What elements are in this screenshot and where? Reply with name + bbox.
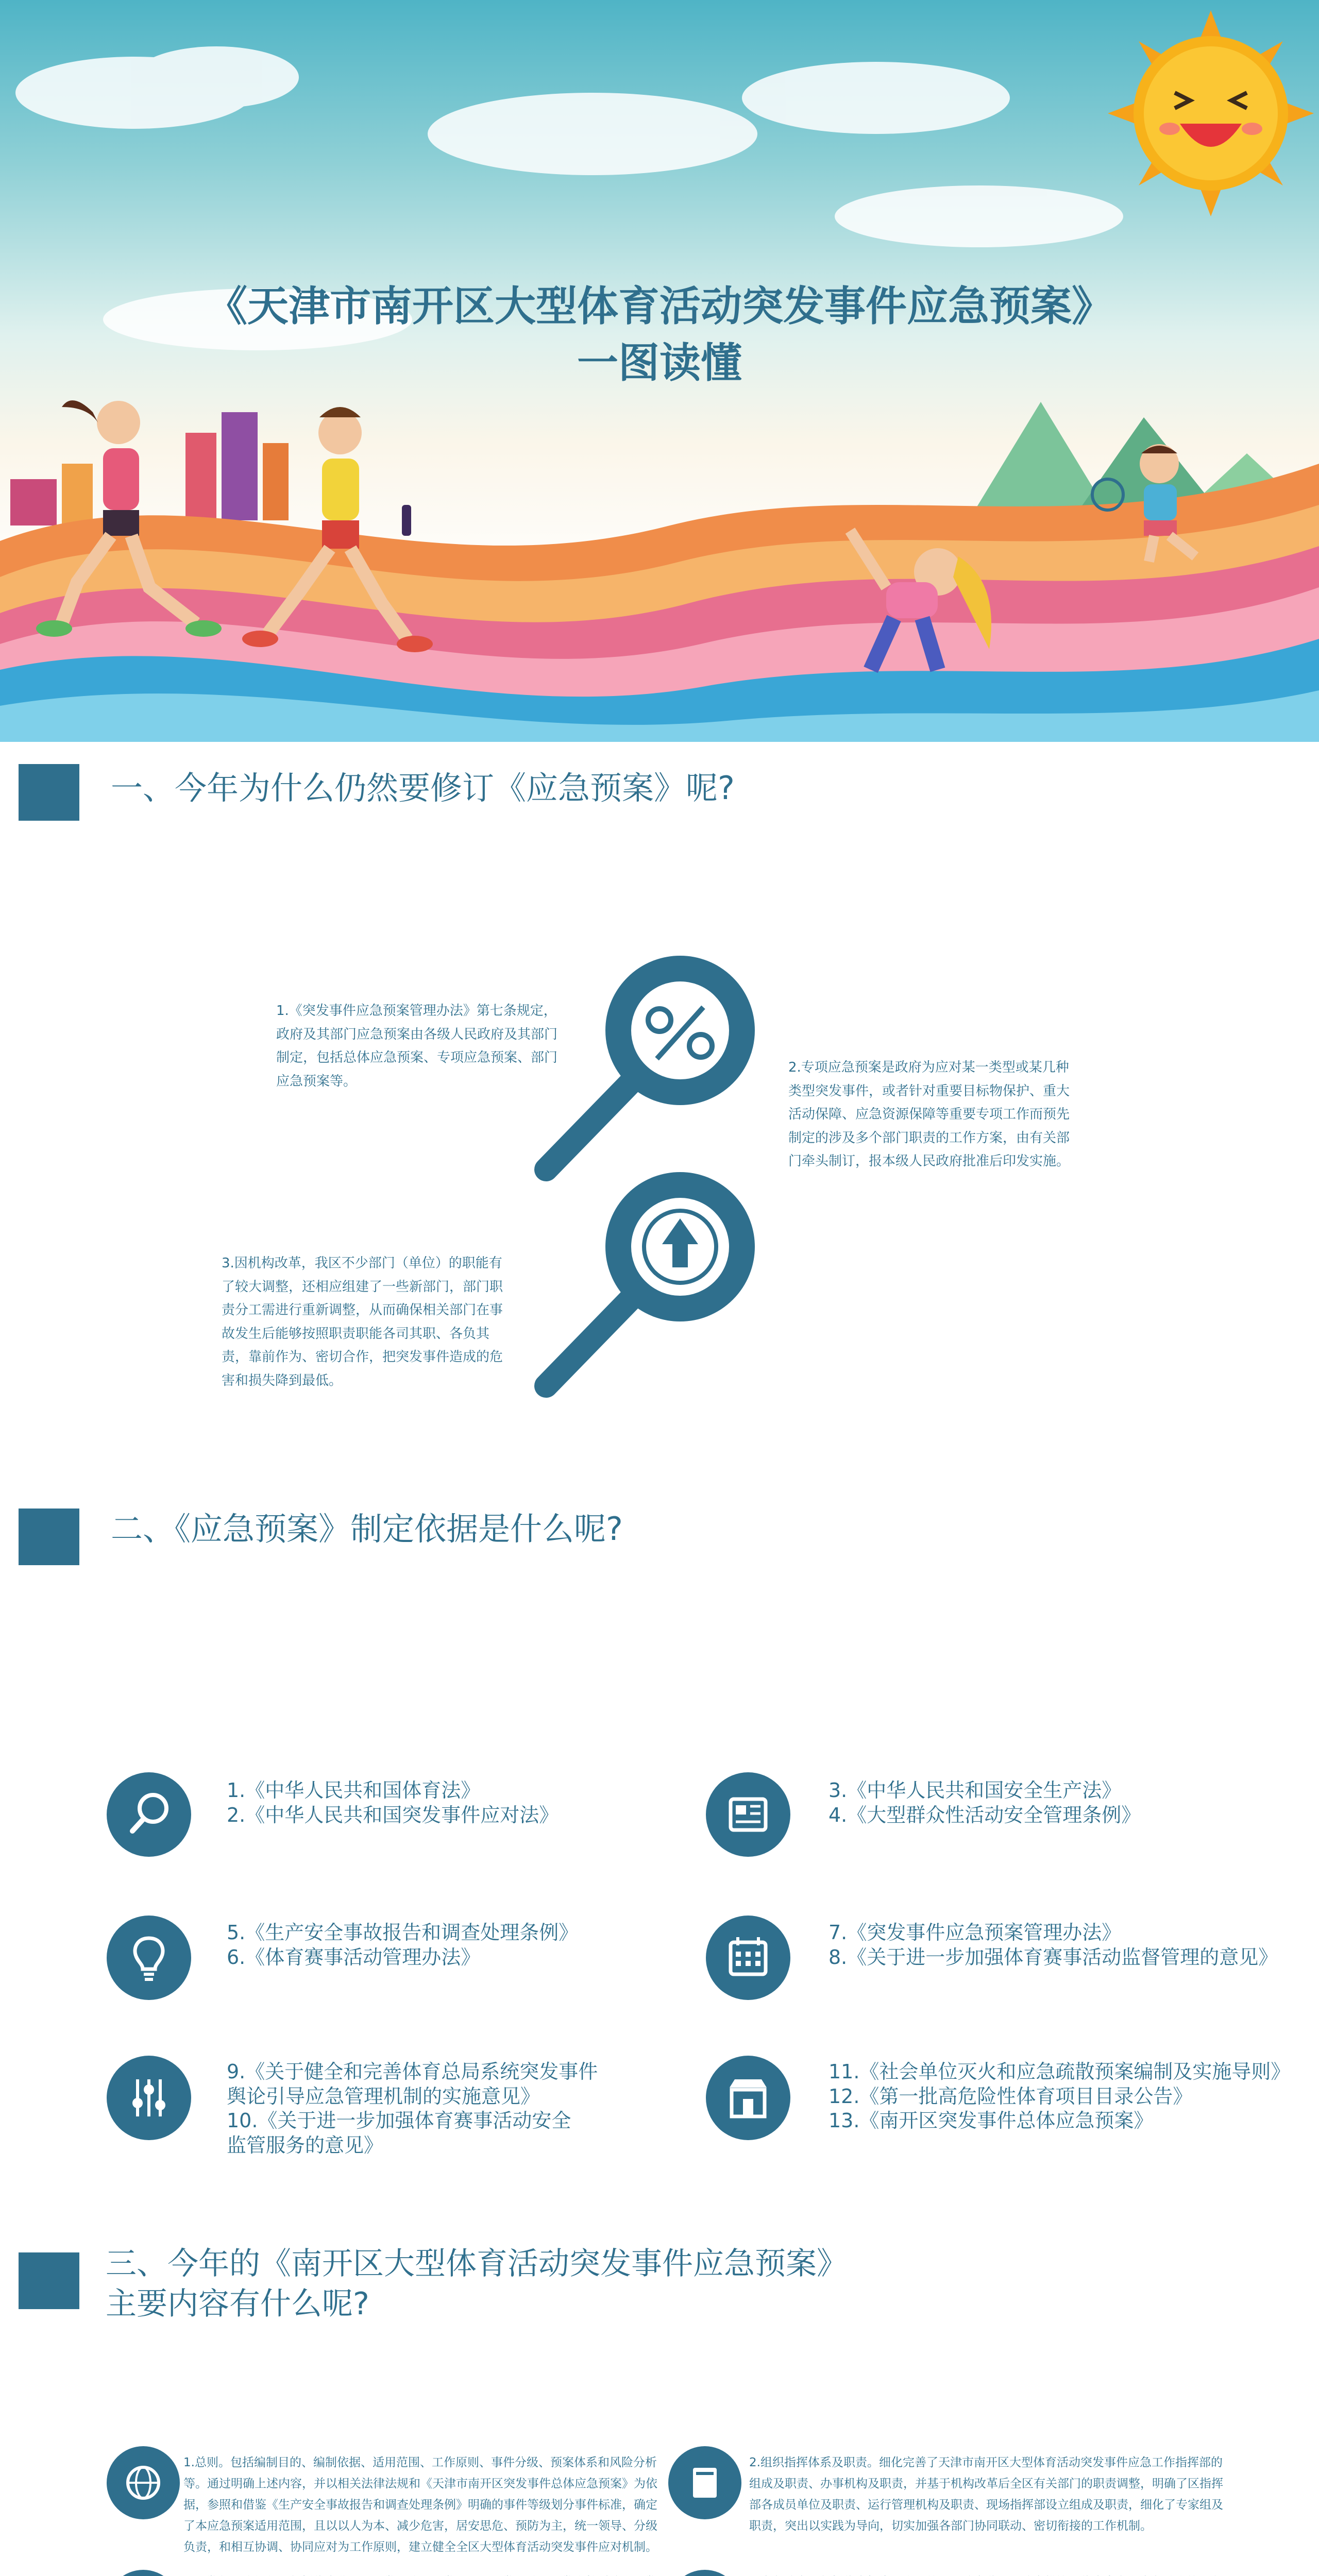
magnifier-icon xyxy=(510,953,778,1417)
law-line: 5.《生产安全事故报告和调查处理条例》 xyxy=(227,1921,579,1944)
globe-icon xyxy=(107,2446,180,2519)
law-line: 12.《第一批高危险性体育项目目录公告》 xyxy=(828,2084,1193,2108)
law-group-4 xyxy=(828,1921,1278,1970)
law-line: 4.《大型群众性活动安全管理条例》 xyxy=(828,1803,1141,1826)
search-icon xyxy=(107,1772,191,1857)
section3-title-line2: 主要内容有什么呢? xyxy=(106,2286,369,2322)
newspaper-icon xyxy=(706,1772,790,1857)
brush-icon xyxy=(107,2570,180,2576)
law-group-3 xyxy=(227,1921,578,1970)
section1-para1: 1.《突发事件应急预案管理办法》第七条规定，政府及其部门应急预案由各级人民政府及其部门制定，包括总体应急预案、专项应急预案、部门应急预案等。 xyxy=(276,1003,558,1089)
calendar-icon xyxy=(706,1916,790,2000)
law-line: 6.《体育赛事活动管理办法》 xyxy=(227,1945,481,1969)
law-line: 11.《社会单位灭火和应急疏散预案编制及实施导则》 xyxy=(828,2060,1291,2083)
content-item-2: 2.组织指挥体系及职责。细化完善了天津市南开区大型体育活动突发事件应急工作指挥部的组成及职责、办事机构及职责，并基于机构改革后全区有关部门的职责调整，明确了区指挥部各成员单位及职责、运行管理机构及职责、现场指挥部设立组成及职责，细化了专家组及职责，突出以实践为导向，切实加强各部门协同联动、密切衔接的工作机制。 xyxy=(749,2456,1223,2533)
law-group-1 xyxy=(227,1778,559,1827)
content-item-1: 1.总则。包括编制目的、编制依据、适用范围、工作原则、事件分级、预案体系和风险分析等。通过明确上述内容，并以相关法律法规和《天津市南开区突发事件总体应急预案》为依据，参照和借鉴《生产安全事故报告和调查处理条例》明确的事件等级划分事件标准，确定了本应急预案适用范围，且以以人为本、减少危害，居安思危、预防为主，统一领导、分级负责，和相互协调、协同应对为工作原则，建立健全全区大型体育活动突发事件应对机制。 xyxy=(183,2456,657,2554)
section2-marker xyxy=(19,1509,79,1565)
hero-title-line1: 《天津市南开区大型体育活动突发事件应急预案》 xyxy=(206,282,1113,330)
law-line: 3.《中华人民共和国安全生产法》 xyxy=(828,1779,1122,1802)
content-item-3 xyxy=(183,2572,668,2576)
tools-icon xyxy=(668,2570,741,2576)
hero-banner xyxy=(0,0,1319,742)
sun-icon xyxy=(1108,10,1314,216)
law-line: 9.《关于健全和完善体育总局系统突发事件 xyxy=(227,2060,598,2083)
law-group-6 xyxy=(828,2060,1290,2133)
section1-marker xyxy=(19,764,79,821)
law-line: 13.《南开区突发事件总体应急预案》 xyxy=(828,2109,1154,2132)
section1-para2: 2.专项应急预案是政府为应对某一类型或某几种类型突发事件，或者针对重要目标物保护、重大活动保障、应急资源保障等重要专项工作而预先制定的涉及多个部门职责的工作方案，由有关部门牵头制订，报本级人民政府批准后印发实施。 xyxy=(788,1060,1070,1169)
law-line: 7.《突发事件应急预案管理办法》 xyxy=(828,1921,1122,1944)
law-group-2 xyxy=(828,1778,1141,1827)
section3-marker xyxy=(19,2252,79,2309)
law-group-5 xyxy=(227,2060,598,2158)
lightbulb-icon xyxy=(107,1916,191,2000)
law-line: 10.《关于进一步加强体育赛事活动安全 xyxy=(227,2109,571,2132)
law-line: 舆论引导应急管理机制的实施意见》 xyxy=(227,2084,540,2108)
sliders-icon xyxy=(107,2056,191,2140)
shop-icon xyxy=(706,2056,790,2140)
section1-title: 一、今年为什么仍然要修订《应急预案》呢? xyxy=(111,769,735,807)
law-line: 1.《中华人民共和国体育法》 xyxy=(227,1779,481,1802)
book-icon xyxy=(668,2446,741,2519)
law-line: 8.《关于进一步加强体育赛事活动监督管理的意见》 xyxy=(828,1945,1278,1969)
law-line: 监管服务的意见》 xyxy=(227,2133,384,2157)
section3-title-line1: 三、今年的《南开区大型体育活动突发事件应急预案》 xyxy=(106,2246,848,2282)
section1-para3: 3.因机构改革，我区不少部门（单位）的职能有了较大调整，还相应组建了一些新部门，部门职责分工需进行重新调整，从而确保相关部门在事故发生后能够按照职责职能各司其职、各负其责，靠前作为、密切合作，把突发事件造成的危害和损失降到最低。 xyxy=(222,1256,503,1388)
upload-arrow-icon xyxy=(644,1211,716,1283)
hero-title-line2: 一图读懂 xyxy=(577,338,742,387)
section2-title: 二、《应急预案》制定依据是什么呢? xyxy=(111,1510,623,1548)
content-item-4 xyxy=(749,2572,1223,2576)
section3-title xyxy=(106,2244,848,2324)
percent-icon xyxy=(648,1007,712,1059)
law-line: 2.《中华人民共和国突发事件应对法》 xyxy=(227,1803,559,1826)
